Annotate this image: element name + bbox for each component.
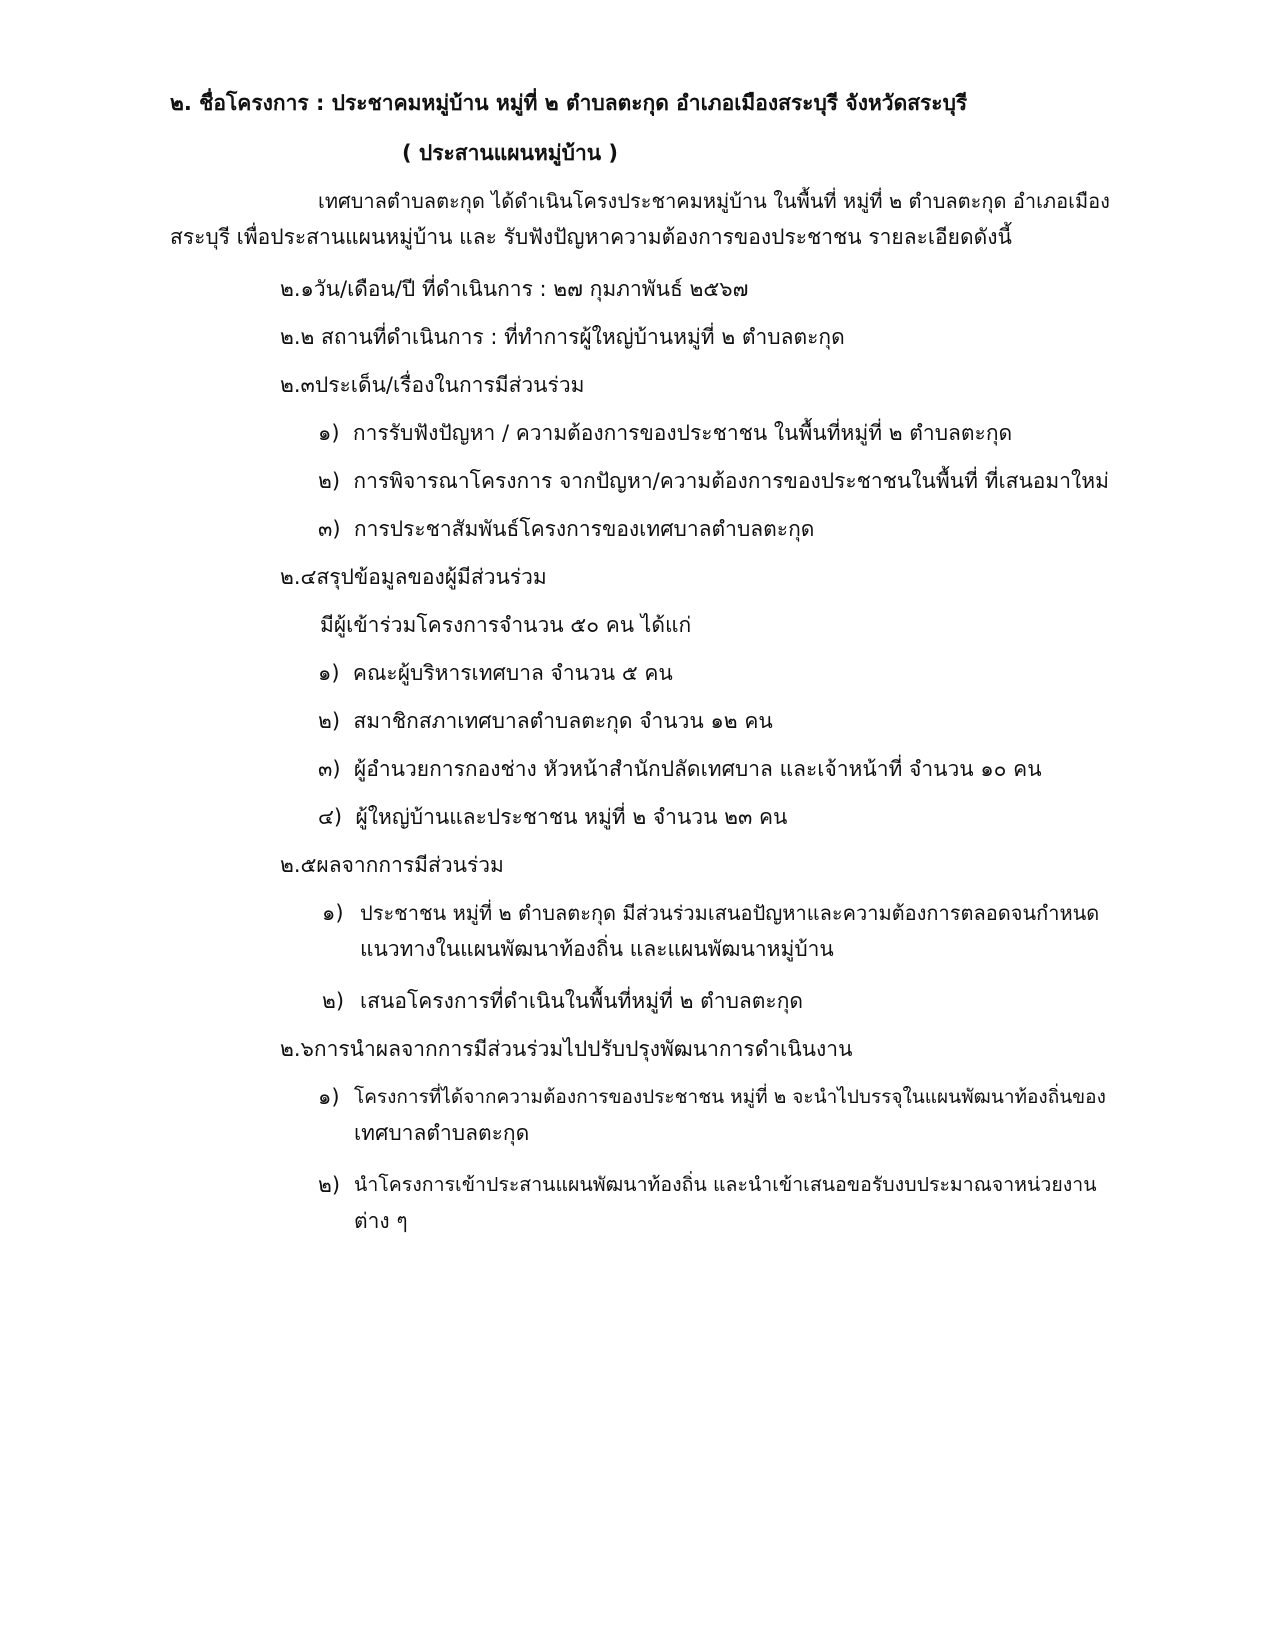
- issue-text: การรับฟังปัญหา / ความต้องการของประชาชน ในพื้นที่หมู่ที่ ๒ ตำบลตะกุด: [352, 421, 1013, 445]
- project-subheading: ( ประสานแผนหมู่บ้าน ): [402, 141, 619, 165]
- participant-number: ๓): [318, 757, 341, 781]
- result-item-text: ประชาชน หมู่ที่ ๒ ตำบลตะกุด มีส่วนร่วมเสนอปัญหาและความต้องการตลอดจนกำหนด: [360, 901, 1100, 925]
- issue-number: ๓): [318, 517, 341, 541]
- issue-item: [318, 514, 814, 544]
- issue-text: การประชาสัมพันธ์โครงการของเทศบาลตำบลตะกุด: [353, 517, 815, 541]
- participants-summary: มีผู้เข้าร่วมโครงการจำนวน ๕๐ คน ได้แก่: [320, 613, 692, 637]
- participant-text: ผู้อำนวยการกองช่าง หัวหน้าสำนักปลัดเทศบาล และเจ้าหน้าที่ จำนวน ๑๐ คน: [353, 757, 1042, 781]
- intro-line-2: สระบุรี เพื่อประสานแผนหมู่บ้าน และ รับฟังปัญหาความต้องการของประชาชน รายละเอียดดังนี้: [170, 225, 1012, 249]
- participant-text: ผู้ใหญ่บ้านและประชาชน หมู่ที่ ๒ จำนวน ๒๓ คน: [355, 805, 788, 829]
- section-date: ๒.๑วัน/เดือน/ปี ที่ดำเนินการ : ๒๗ กุมภาพันธ์ ๒๕๖๗: [280, 277, 749, 301]
- participant-number: ๒): [318, 709, 341, 733]
- result-item-number: ๒): [322, 989, 345, 1013]
- improvement-item-text-cont: เทศบาลตำบลตะกุด: [354, 1121, 530, 1145]
- result-item-number: ๑): [322, 901, 344, 925]
- improvement-item-text-cont: ต่าง ๆ: [354, 1209, 408, 1233]
- issue-item: [318, 466, 1109, 496]
- participant-item: [318, 802, 787, 832]
- participant-item: [318, 754, 1042, 784]
- result-item-text: เสนอโครงการที่ดำเนินในพื้นที่หมู่ที่ ๒ ตำบลตะกุด: [360, 989, 804, 1013]
- participant-item: [318, 706, 773, 736]
- improvement-item-number: ๑): [318, 1085, 340, 1109]
- section-results-title: ๒.๕ผลจากการมีส่วนร่วม: [280, 853, 504, 877]
- section-participants-title: ๒.๔สรุปข้อมูลของผู้มีส่วนร่วม: [280, 565, 547, 589]
- issue-item: [318, 418, 1012, 448]
- participant-item: [318, 658, 673, 688]
- intro-line-1: เทศบาลตำบลตะกุด ได้ดำเนินโครงประชาคมหมู่บ้าน ในพื้นที่ หมู่ที่ ๒ ตำบลตะกุด อำเภอเมือง: [318, 189, 1110, 213]
- participant-number: ๔): [318, 805, 343, 829]
- participant-text: สมาชิกสภาเทศบาลตำบลตะกุด จำนวน ๑๒ คน: [353, 709, 773, 733]
- issue-text: การพิจารณาโครงการ จากปัญหา/ความต้องการของประชาชนในพื้นที่ ที่เสนอมาใหม่: [353, 469, 1109, 493]
- participant-text: คณะผู้บริหารเทศบาล จำนวน ๕ คน: [352, 661, 673, 685]
- section-improvement-title: ๒.๖การนำผลจากการมีส่วนร่วมไปปรับปรุงพัฒนาการดำเนินงาน: [280, 1037, 853, 1061]
- section-location: ๒.๒ สถานที่ดำเนินการ : ที่ทำการผู้ใหญ่บ้านหมู่ที่ ๒ ตำบลตะกุด: [280, 325, 845, 349]
- issue-number: ๑): [318, 421, 340, 445]
- section-issues-title: ๒.๓ประเด็น/เรื่องในการมีส่วนร่วม: [280, 373, 585, 397]
- improvement-item-text: นำโครงการเข้าประสานแผนพัฒนาท้องถิ่น และนำเข้าเสนอขอรับงบประมาณจาหน่วยงาน: [354, 1173, 1097, 1196]
- project-heading: ๒. ชื่อโครงการ : ประชาคมหมู่บ้าน หมู่ที่ ๒ ตำบลตะกุด อำเภอเมืองสระบุรี จังหวัดสระบุรี: [170, 91, 968, 115]
- participant-number: ๑): [318, 661, 340, 685]
- improvement-item-text: โครงการที่ได้จากความต้องการของประชาชน หมู่ที่ ๒ จะนำไปบรรจุในแผนพัฒนาท้องถิ่นของ: [354, 1086, 1106, 1108]
- result-item-text-cont: แนวทางในแผนพัฒนาท้องถิ่น และแผนพัฒนาหมู่บ้าน: [360, 937, 834, 961]
- improvement-item-number: ๒): [318, 1173, 341, 1197]
- issue-number: ๒): [318, 469, 341, 493]
